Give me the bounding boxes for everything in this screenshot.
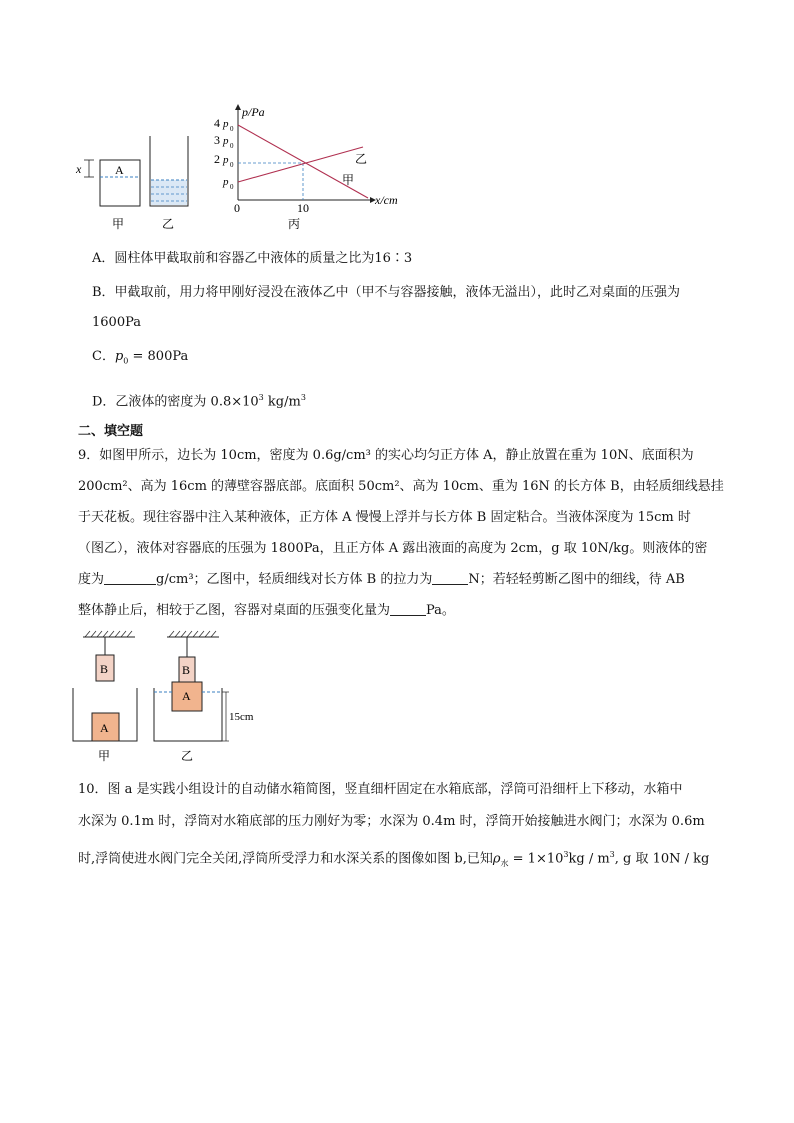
rho-unit-exponent: 3 <box>609 850 615 859</box>
line-jia-label: 甲 <box>342 173 355 187</box>
tick-p0-p: p <box>223 176 229 188</box>
q9-line5 <box>78 570 728 590</box>
block-a-yi: A <box>182 689 191 703</box>
q10-line1: 10．图 a 是实践小组设计的自动储水箱简图，竖直细杆固定在水箱底部，浮筒可沿细杆上下移动，水箱中 <box>78 782 683 797</box>
caption-jia: 甲 <box>112 217 125 231</box>
tick-3p0-num: 3 <box>214 133 220 147</box>
tick-2p0-p: p <box>223 154 229 166</box>
tick-2p0-sub: 0 <box>230 161 234 169</box>
q9-line3: 于天花板。现往容器中注入某种液体，正方体 A 慢慢上浮并与长方体 B 固定粘合。当液体深度为 15cm 时 <box>78 510 691 525</box>
tick-3p0-sub: 0 <box>230 142 234 150</box>
rho-value: = 1×10 <box>508 851 564 867</box>
pressure-change-blank[interactable] <box>390 601 426 616</box>
caption-jia-q9: 甲 <box>98 749 111 763</box>
line-jia <box>238 125 368 198</box>
x-axis-label: x/cm <box>375 193 398 207</box>
caption-yi: 乙 <box>162 217 175 231</box>
option-d-unit: kg/m <box>263 394 301 410</box>
block-label-a: A <box>115 163 124 177</box>
q9-line6-b: Pa。 <box>426 603 455 618</box>
q9-line6-a: 整体静止后，相较于乙图，容器对桌面的压强变化量为 <box>78 603 391 618</box>
tick-2p0-num: 2 <box>214 152 220 166</box>
q9-line5-a: 度为 <box>78 572 105 587</box>
tick-p0-sub: 0 <box>230 183 234 191</box>
q9-figure <box>65 628 285 768</box>
option-b-line1: B．甲截取前，用力将甲刚好浸没在液体乙中（甲不与容器接触，液体无溢出），此时乙对桌面的压强为 <box>92 285 681 300</box>
option-d-prefix: D．乙液体的密度为 0.8×10 <box>92 394 259 410</box>
caption-bing: 丙 <box>288 217 301 231</box>
option-c-symbol: p <box>114 349 124 364</box>
option-d-exponent: 3 <box>258 393 264 402</box>
caption-yi-q9: 乙 <box>181 749 194 763</box>
q9-line5-b: g/cm³；乙图中，轻质细线对长方体 B 的拉力为 <box>156 572 433 587</box>
block-a-jia: A <box>100 721 109 735</box>
option-d-unit-exponent: 3 <box>300 393 306 402</box>
q9-line2: 200cm²、高为 16cm 的薄壁容器底部。底面积 50cm²、高为 10cm、重为 16N 的长方体 B，由轻质细线悬挂 <box>78 479 724 494</box>
block-b-jia: B <box>100 662 109 676</box>
tick-10: 10 <box>297 201 309 215</box>
x-dimension-label: x <box>76 162 82 176</box>
density-blank[interactable] <box>104 570 156 585</box>
q9-line1: 9．如图甲所示，边长为 10cm，密度为 0.6g/cm³ 的实心均匀正方体 A，静止放置在重为 10N、底面积为 <box>78 448 694 463</box>
q9-line4: （图乙），液体对容器底的压强为 1800Pa，且正方体 A 露出液面的高度为 2cm，g 取 10N/kg。则液体的密 <box>78 541 708 556</box>
option-d <box>92 388 742 412</box>
depth-label: 15cm <box>229 711 254 723</box>
tick-4p0-p: p <box>223 118 229 130</box>
option-c-subscript: 0 <box>123 356 129 366</box>
rho-exponent: 3 <box>563 850 569 859</box>
tension-blank[interactable] <box>432 570 468 585</box>
rho-unit: kg / m <box>568 851 610 867</box>
q10-line3-a: 时,浮筒使进水阀门完全关闭,浮筒所受浮力和水深关系的图像如图 b,已知 <box>78 851 493 867</box>
q10-line3 <box>78 845 728 874</box>
q9-line5-c: N；若轻轻剪断乙图中的细线，待 AB <box>468 572 685 587</box>
option-a: A．圆柱体甲截取前和容器乙中液体的质量之比为16∶3 <box>92 251 413 266</box>
setup-yi <box>154 631 254 763</box>
q10-line3-b: , g 取 10N / kg <box>614 851 710 867</box>
option-c-value: = 800Pa <box>128 349 189 364</box>
tick-4p0-sub: 0 <box>230 125 234 133</box>
tick-4p0-num: 4 <box>214 116 220 130</box>
q9-line6 <box>78 601 728 621</box>
tick-3p0-p: p <box>223 135 229 147</box>
section-heading: 二、填空题 <box>78 424 144 439</box>
rho-subscript: 水 <box>500 858 509 868</box>
graph-bing <box>214 104 398 231</box>
option-c <box>92 347 742 372</box>
y-axis-label: p/Pa <box>242 105 265 119</box>
block-b-yi: B <box>182 663 191 677</box>
rho-symbol: ρ <box>492 851 501 867</box>
q8-figure <box>70 100 420 240</box>
setup-jia <box>73 631 137 763</box>
origin-label: 0 <box>234 201 240 215</box>
block-jia <box>75 160 140 231</box>
option-c-prefix: C． <box>92 349 115 364</box>
option-b-line2: 1600Pa <box>92 315 141 330</box>
container-yi <box>150 136 188 231</box>
q10-line2: 水深为 0.1m 时，浮筒对水箱底部的压力刚好为零；水深为 0.4m 时，浮筒开始接触进水阀门；水深为 0.6m <box>78 814 705 829</box>
line-yi-label: 乙 <box>355 152 368 166</box>
